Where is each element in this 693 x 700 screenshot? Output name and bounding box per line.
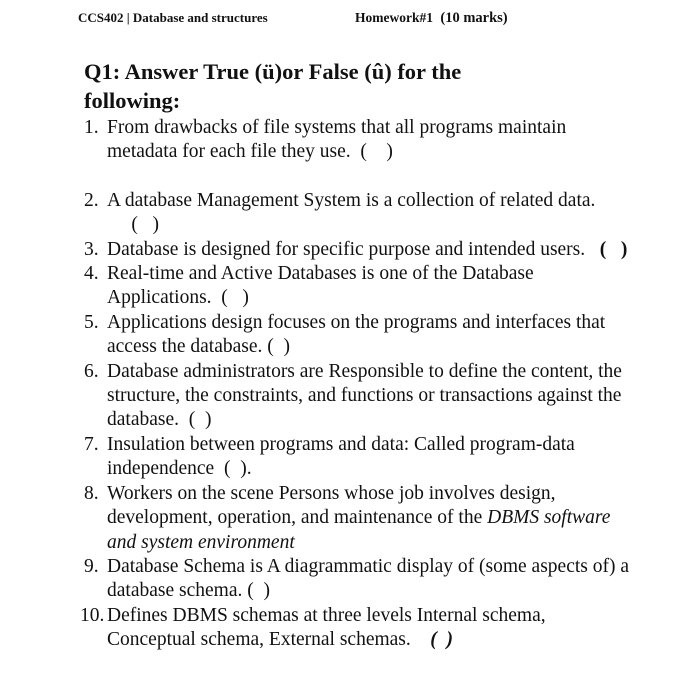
- item-text: [107, 262, 629, 311]
- item-text: [107, 238, 629, 262]
- page-header: [78, 10, 638, 30]
- item-statement: Database is designed for specific purpose and intended users.: [107, 238, 586, 260]
- marks-label: (10 marks): [440, 10, 508, 26]
- item-statement: Workers on the scene Persons whose job involves design, development, operation, and maintenance of the: [107, 482, 556, 529]
- answer-blank[interactable]: ( ): [585, 238, 628, 260]
- answer-blank[interactable]: ( ).: [214, 458, 252, 480]
- question-title: Q1: Answer True (ü)or False (û) for the following:: [84, 59, 462, 113]
- course-label: CCS402 | Database and structures: [78, 10, 268, 25]
- list-item: [84, 116, 629, 165]
- list-item: [84, 555, 629, 604]
- item-text: [107, 360, 629, 433]
- item-number: 1.: [84, 117, 99, 138]
- list-item: [84, 311, 629, 360]
- item-number: 2.: [84, 189, 99, 211]
- list-item: [80, 604, 629, 653]
- item-number: 4.: [84, 263, 99, 285]
- item-number: 10.: [80, 604, 105, 626]
- item-statement: Real-time and Active Databases is one of the Database Applications.: [107, 263, 534, 309]
- item-text: [107, 604, 629, 653]
- answer-blank[interactable]: ( ): [262, 336, 290, 358]
- item-text: [107, 433, 629, 482]
- list-item: [84, 360, 629, 433]
- homework-label: [355, 10, 508, 27]
- item-number: 7.: [84, 433, 99, 455]
- list-item: [84, 482, 629, 555]
- item-italic-text: DBMS software and system environment: [107, 507, 611, 553]
- answer-blank[interactable]: ( ): [107, 214, 159, 236]
- list-item: [84, 189, 629, 238]
- item-number: 3.: [84, 238, 99, 260]
- item-statement: Database Schema is A diagrammatic display of (some aspects of) a database schema.: [107, 555, 630, 602]
- answer-blank[interactable]: ( ): [242, 580, 270, 602]
- item-statement: Database administrators are Responsible to define the content, the structure, the constraints, and functions or transactions against the database.: [107, 360, 622, 431]
- item-text: [107, 116, 629, 165]
- list-item: [84, 433, 629, 482]
- item-text: [107, 311, 629, 360]
- answer-blank[interactable]: ( ): [179, 409, 212, 431]
- list-item: [84, 262, 629, 311]
- item-text: [107, 189, 629, 238]
- item-number: 5.: [84, 311, 99, 333]
- answer-blank[interactable]: ( ): [350, 141, 393, 163]
- item-statement: Defines DBMS schemas at three levels Internal schema, Conceptual schema, External schemas.: [107, 604, 546, 651]
- item-number: 8.: [84, 482, 99, 504]
- item-statement: Applications design focuses on the programs and interfaces that access the database.: [107, 311, 606, 358]
- item-number: 6.: [84, 360, 99, 382]
- item-text: [107, 555, 629, 604]
- item-statement: Insulation between programs and data: Called program-data independence: [107, 433, 575, 480]
- answer-blank[interactable]: ( ): [410, 629, 454, 651]
- question-list: [80, 116, 630, 653]
- homework-number: Homework#1: [355, 10, 433, 25]
- list-item: [84, 238, 629, 262]
- item-number: 9.: [84, 555, 99, 577]
- answer-blank[interactable]: ( ): [211, 287, 249, 309]
- item-statement: From drawbacks of file systems that all programs maintain metadata for each file they use.: [107, 117, 567, 163]
- item-text: [107, 482, 629, 555]
- item-statement: A database Management System is a collection of related data.: [107, 189, 596, 211]
